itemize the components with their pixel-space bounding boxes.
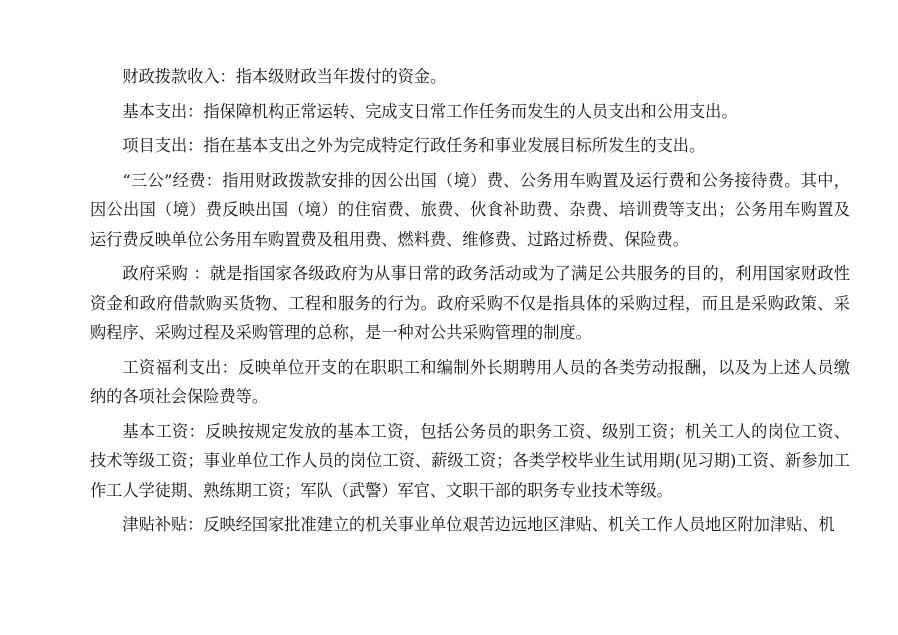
paragraph-salary-welfare-expenditure: 工资福利支出：反映单位开支的在职职工和编制外长期聘用人员的各类劳动报酬，以及为上述人员缴纳的各项社会保险费等。 (90, 357, 850, 406)
paragraph-three-public-expenses: “三公”经费：指用财政拨款安排的因公出国（境）费、公务用车购置及运行费和公务接待费。其中，因公出国（境）费反映出国（境）的住宿费、旅费、伙食补助费、杂费、培训费等支出；公务用车购置及运行费反映单位公务用车购置费及租用费、燃料费、维修费、过路过桥费、保险费。 (90, 170, 850, 249)
document-body (90, 62, 850, 545)
paragraph-allowances-subsidies: 津贴补贴：反映经国家批准建立的机关事业单位艰苦边远地区津贴、机关工作人员地区附加津贴、机 (122, 515, 835, 534)
paragraph-government-procurement: 政府采购 ：就是指国家各级政府为从事日常的政务活动或为了满足公共服务的目的，利用国家财政性资金和政府借款购买货物、工程和服务的行为。政府采购不仅是指具体的采购过程，而且是采购政策、采购程序、采购过程及采购管理的总称，是一种对公共采购管理的制度。 (90, 264, 850, 342)
paragraph-basic-expenditure: 基本支出：指保障机构正常运转、完成支日常工作任务而发生的人员支出和公用支出。 (122, 101, 738, 121)
paragraph-project-expenditure: 项目支出：指在基本支出之外为完成特定行政任务和事业发展目标所发生的支出。 (122, 136, 706, 155)
paragraph-basic-salary: 基本工资：反映按规定发放的基本工资，包括公务员的职务工资、级别工资；机关工人的岗位工资、技术等级工资；事业单位工作人员的岗位工资、薪级工资；各类学校毕业生试用期(见习期)工资、新参加工作工人学徒期、熟练期工资；军队（武警）军官、文职干部的职务专业技术等级。 (90, 421, 850, 500)
paragraph-fiscal-appropriation-income: 财政拨款收入：指本级财政当年拨付的资金。 (122, 67, 447, 86)
